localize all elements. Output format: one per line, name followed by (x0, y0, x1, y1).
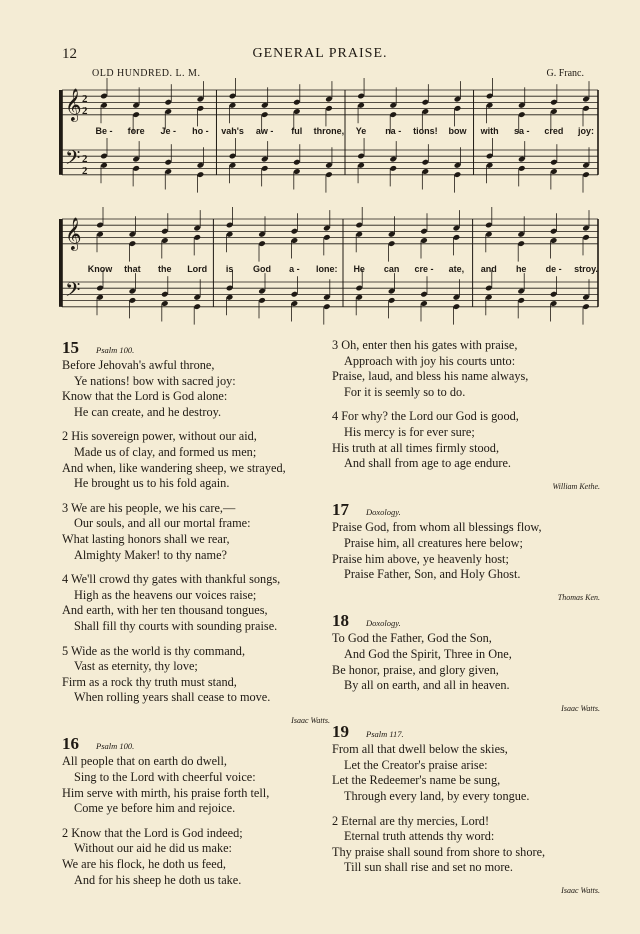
lyric-syllable: Be - (95, 126, 113, 136)
verse-line: Vast as eternity, thy love; (74, 659, 198, 674)
verse-line: Ye nations! bow with sacred joy: (74, 373, 236, 388)
verse-line: For it is seemly so to do. (344, 384, 466, 399)
verse-line: Praise, laud, and bless his name always, (332, 369, 529, 384)
right-column (332, 338, 600, 905)
composer: G. Franc. (546, 68, 584, 79)
stanza (62, 501, 330, 563)
lyric-syllable: sa - (513, 126, 530, 136)
stanza (62, 754, 330, 816)
verse-line: His mercy is for ever sure; (344, 424, 475, 439)
hymn-number: 19 (332, 722, 349, 742)
verse-line: Let the Redeemer's name be sung, (332, 773, 501, 788)
hymn-source: Psalm 117. (366, 729, 404, 740)
lyric-syllable: can (383, 264, 400, 274)
stanza (332, 338, 600, 400)
hymn-source: Doxology. (366, 618, 401, 629)
hymn-header (332, 500, 600, 520)
verse-line: Come ye before him and rejoice. (74, 801, 236, 816)
stanza (332, 520, 600, 582)
lyric-syllable: throne, (313, 126, 345, 136)
stanza (332, 409, 600, 471)
time-signature: 2 (82, 165, 88, 177)
hymn-15 (62, 338, 330, 728)
lyric-syllable: that (124, 264, 141, 274)
stanza (62, 644, 330, 706)
lyric-syllable: stroy. (574, 264, 598, 274)
verse-line: 4 We'll crowd thy gates with thankful songs, (62, 572, 281, 587)
verse-line: 5 Wide as the world is thy command, (62, 643, 246, 658)
lyric-syllable: cred (544, 126, 564, 136)
verse-line: High as the heavens our voices raise; (74, 587, 257, 602)
lyric-syllable: cre - (414, 264, 434, 274)
lyric-syllable: na - (385, 126, 402, 136)
hymn-number: 17 (332, 500, 349, 520)
verse-line: Before Jehovah's awful throne, (62, 358, 215, 372)
hymn-header (62, 734, 330, 754)
verse-line: And God the Spirit, Three in One, (344, 646, 512, 661)
verse-line: And earth, with her ten thousand tongues, (62, 603, 268, 618)
hymn-author: Thomas Ken. (557, 592, 600, 602)
lyric-syllable: Je - (160, 126, 177, 136)
music-score (0, 0, 640, 340)
clef: 𝄢 (65, 146, 81, 174)
verse-line: Firm as a rock thy truth must stand, (62, 674, 237, 689)
lyric-syllable: Ye (355, 126, 367, 136)
verse-line: Let the Creator's praise arise: (344, 757, 488, 772)
stanza (62, 572, 330, 634)
lyric-syllable: Know (87, 264, 113, 274)
hymn-number: 15 (62, 338, 79, 357)
hymn-source: Psalm 100. (96, 741, 135, 752)
left-column (62, 338, 330, 897)
verse-line: He can create, and he destroy. (74, 404, 222, 419)
verse-line: Thy praise shall sound from shore to shore, (332, 844, 546, 859)
verse-line: 2 His sovereign power, without our aid, (62, 429, 257, 444)
hymn-author: Isaac Watts. (291, 715, 330, 725)
verse-line: Praise him, all creatures here below; (344, 535, 523, 550)
hymn-18 (332, 611, 600, 716)
hymn-source: Doxology. (366, 507, 401, 518)
verse-line: 3 Oh, enter then his gates with praise, (332, 338, 518, 352)
lyric-syllable: ate, (448, 264, 465, 274)
hymn-header (332, 611, 600, 631)
section-title: GENERAL PRAISE. (252, 46, 388, 61)
verse-line: Eternal truth attends thy word: (344, 829, 495, 844)
hymn-header (62, 338, 330, 358)
verse-line: What lasting honors shall we rear, (62, 531, 230, 546)
verse-line: Through every land, by every tongue. (344, 789, 530, 804)
clef: 𝄞 (65, 217, 82, 250)
lyric-syllable: ho - (192, 126, 209, 136)
verse-line: To God the Father, God the Son, (332, 631, 492, 646)
lyric-syllable: and (480, 264, 497, 274)
time-signature: 2 (82, 105, 88, 117)
verse-line: And shall from age to age endure. (344, 456, 511, 471)
verse-line: Without our aid he did us make: (74, 841, 232, 856)
hymn-16 (62, 734, 330, 888)
lyric-syllable: God (253, 264, 271, 274)
verse-line: All people that on earth do dwell, (62, 754, 227, 769)
verse-line: From all that dwell below the skies, (332, 742, 508, 757)
lyric-syllable: a - (289, 264, 300, 274)
system-brace (59, 90, 62, 175)
stanza (62, 358, 330, 420)
verse-line: Shall fill thy courts with sounding praise. (74, 618, 278, 633)
lyric-syllable: aw - (255, 126, 274, 136)
stanza (62, 826, 330, 888)
lyric-syllable: the (158, 264, 172, 274)
lyric-syllable: Lord (187, 264, 208, 274)
stanza (332, 631, 600, 693)
verse-line: Praise Father, Son, and Holy Ghost. (344, 567, 521, 582)
hymn-author: Isaac Watts. (561, 886, 600, 896)
lyric-syllable: lone: (316, 264, 338, 274)
verse-line: Almighty Maker! to thy name? (74, 547, 227, 562)
system-brace (59, 219, 62, 307)
verse-line: 3 We are his people, we his care,— (62, 500, 236, 515)
hymn-source: Psalm 100. (96, 345, 135, 355)
hymn-author: William Kethe. (552, 481, 600, 491)
verse-line: 2 Eternal are thy mercies, Lord! (332, 813, 490, 828)
lyric-syllable: de - (545, 264, 562, 274)
verse-line: Praise God, from whom all blessings flow, (332, 520, 542, 535)
tune-name: OLD HUNDRED. L. M. (92, 68, 201, 79)
verse-line: And for his sheep he doth us take. (74, 872, 242, 887)
verse-line: 2 Know that the Lord is God indeed; (62, 825, 243, 840)
verse-line: By all on earth, and all in heaven. (344, 678, 510, 693)
verse-line: Till sun shall rise and set no more. (344, 860, 513, 875)
hymn-header (332, 722, 600, 742)
stanza (332, 814, 600, 876)
verse-line: And when, like wandering sheep, we strayed, (62, 460, 286, 475)
page-number: 12 (62, 46, 77, 62)
lyric-syllable: ful (291, 126, 303, 136)
verse-line: His truth at all times firmly stood, (332, 440, 500, 455)
lyric-syllable: vah's (221, 126, 244, 136)
clef: 𝄞 (65, 88, 82, 121)
hymn-cont (332, 338, 600, 494)
hymn-number: 16 (62, 734, 79, 754)
verse-line: Sing to the Lord with cheerful voice: (74, 770, 256, 785)
verse-line: Be honor, praise, and glory given, (332, 662, 499, 677)
verse-line: Him serve with mirth, his praise forth tell, (62, 785, 270, 800)
verse-line: We are his flock, he doth us feed, (62, 857, 226, 872)
time-signature: 2 (82, 93, 88, 105)
stanza (332, 742, 600, 804)
hymn-19 (332, 722, 600, 898)
verse-line: 4 For why? the Lord our God is good, (332, 409, 519, 424)
time-signature: 2 (82, 153, 88, 165)
verse-line: Our souls, and all our mortal frame: (74, 516, 251, 531)
verse-line: Approach with joy his courts unto: (344, 353, 516, 368)
lyric-syllable: fore (127, 126, 145, 136)
verse-line: Know that the Lord is God alone: (62, 389, 228, 404)
lyric-syllable: joy: (577, 126, 595, 136)
hymn-17 (332, 500, 600, 605)
hymn-author: Isaac Watts. (561, 703, 600, 713)
lyric-syllable: tions! (413, 126, 438, 136)
lyric-syllable: with (480, 126, 499, 136)
lyric-syllable: is (225, 264, 234, 274)
verse-line: Made us of clay, and formed us men; (74, 444, 257, 459)
lyric-syllable: bow (448, 126, 467, 136)
verse-line: He brought us to his fold again. (74, 476, 230, 491)
verse-line: Praise him above, ye heavenly host; (332, 551, 509, 566)
clef: 𝄢 (65, 278, 81, 306)
hymn-number: 18 (332, 611, 349, 631)
stanza (62, 429, 330, 491)
lyric-syllable: He (353, 264, 365, 274)
lyric-syllable: he (515, 264, 527, 274)
verse-line: When rolling years shall cease to move. (74, 690, 271, 705)
